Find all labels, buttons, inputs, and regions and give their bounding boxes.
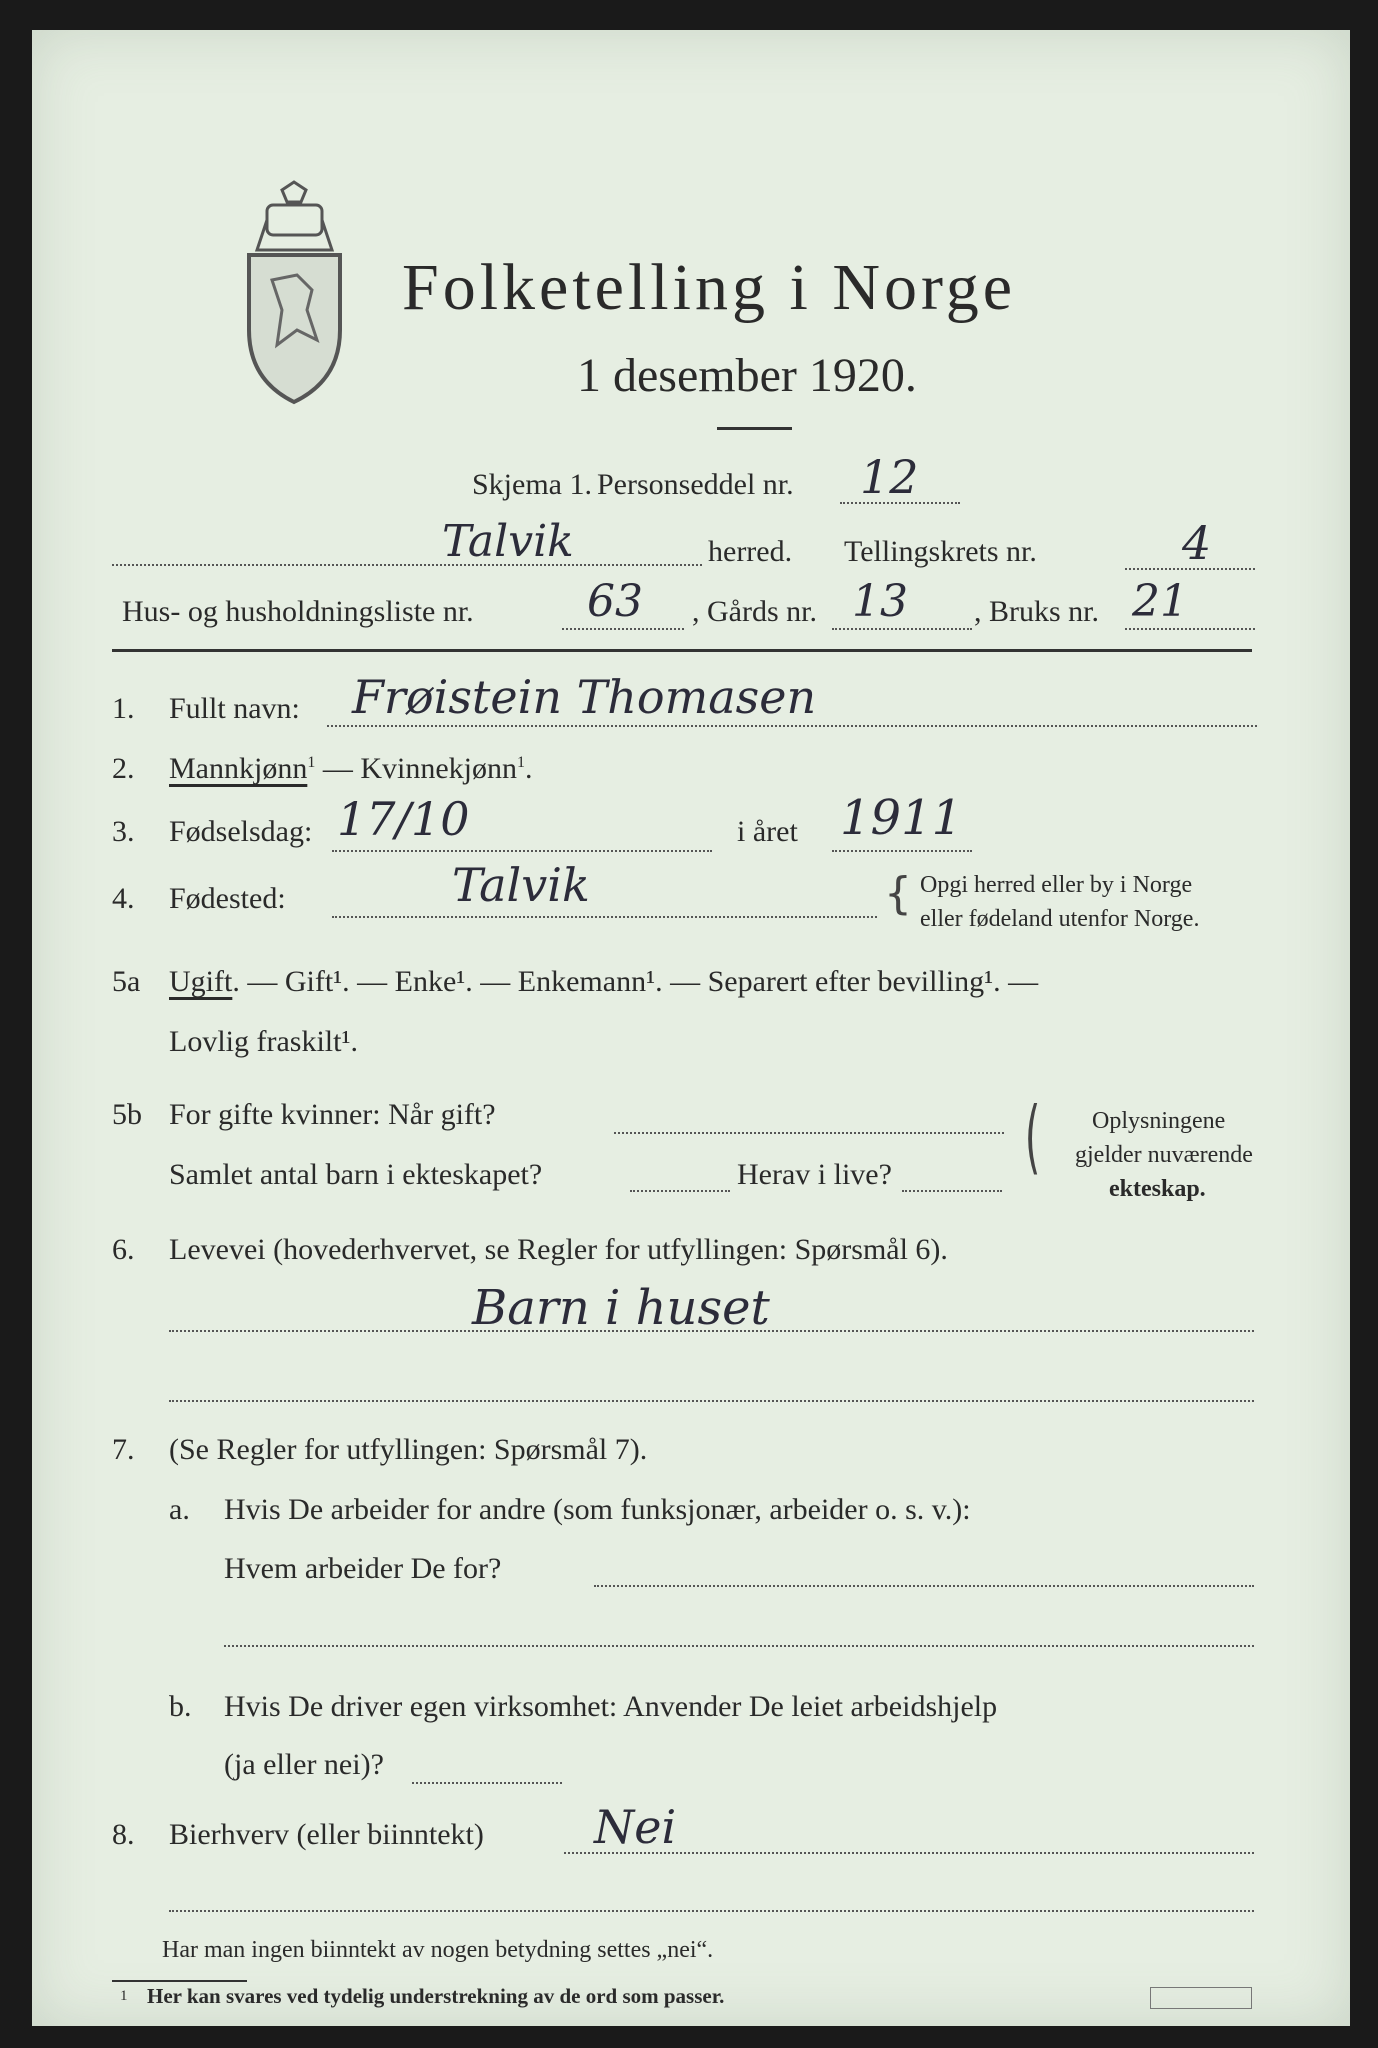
marital-options-line2: Lovlig fraskilt¹. bbox=[169, 1025, 358, 1058]
herred-value: Talvik bbox=[442, 516, 574, 567]
footnote-rule bbox=[112, 1980, 247, 1982]
male-option: Mannkjønn bbox=[169, 752, 308, 785]
gards-value: 13 bbox=[852, 576, 908, 627]
q7a-text: Hvis De arbeider for andre (som funksjonær, arbeider o. s. v.): bbox=[224, 1493, 971, 1526]
q3-number: 3. bbox=[112, 815, 135, 848]
personseddel-label: Personseddel nr. bbox=[597, 468, 794, 501]
footnote-number: 1 bbox=[120, 1988, 128, 2004]
personseddel-value: 12 bbox=[860, 450, 919, 504]
side-income-value: Nei bbox=[594, 1800, 677, 1854]
herred-label: herred. bbox=[708, 535, 793, 568]
q8-number: 8. bbox=[112, 1818, 135, 1851]
birthyear-value: 1911 bbox=[840, 790, 963, 846]
note-gjelder: gjelder nuværende bbox=[1075, 1142, 1253, 1168]
q7a-sub: Hvem arbeider De for? bbox=[224, 1552, 502, 1585]
birthdate-value: 17/10 bbox=[337, 792, 470, 846]
q7b-sub: (ja eller nei)? bbox=[224, 1748, 384, 1781]
q7-number: 7. bbox=[112, 1433, 135, 1466]
schema-label: Skjema 1. bbox=[472, 468, 592, 501]
birthplace-value: Talvik bbox=[452, 858, 590, 912]
q6-label: Levevei (hovederhvervet, se Regler for utfyllingen: Spørsmål 6). bbox=[169, 1233, 948, 1266]
q5a-number: 5a bbox=[112, 965, 141, 998]
children-alive-label: Herav i live? bbox=[737, 1158, 892, 1191]
bruks-value: 21 bbox=[1132, 576, 1188, 627]
birthplace-note-2: eller fødeland utenfor Norge. bbox=[920, 906, 1200, 932]
tellingskrets-label: Tellingskrets nr. bbox=[844, 535, 1037, 568]
bruks-label: , Bruks nr. bbox=[974, 595, 1100, 628]
census-form-page: Folketelling i Norge 1 desember 1920. Skjema 1. Personseddel nr. 12 Talvik herred. Tellingskrets nr. 4 Hus- og husholdningsliste nr. 63 , Gårds nr. 13 , Bruks nr. 21 1. Fullt navn: Frøistein Thomasen 2. Mannkjønn$^1$ — Kvinnekjønn$^1$. 3. Fødselsdag: 17/10 i året 1911 4. Fødested: Talvik { Opgi herred eller by i Norge eller fødeland utenfor Norge. 5a Ugift. — Gift¹. — Enke¹. — Enkemann¹. — Separert efter bevilling¹. — Lovlig fraskilt¹. 5b For gifte kvinner: Når gift? Samlet antal barn i ekteskapet? Herav i live? ( Oplysningene gjelder nuværende ekteskap. 6. Levevei (hovederhvervet, se Regler for utfyllingen: Spørsmål 6). Barn i huset 7. (Se Regler for utfyllingen: Spørsmål 7). a. Hvis De arbeider for andre (som funksjonær, arbeider o. s. v.): Hvem arbeider De for? b. Hvis De driver egen virksomhet: Anvender De leiet arbeidshjelp (ja eller nei)? 8. Bierhverv (eller biinntekt) Nei Har man ingen biinntekt av nogen betydning settes „nei“. 1 Her kan svares ved tydelig understrekning av de ord som passer. bbox=[32, 30, 1350, 2026]
children-total-label: Samlet antal barn i ekteskapet? bbox=[169, 1158, 543, 1191]
q2-number: 2. bbox=[112, 752, 135, 785]
footer-note: Har man ingen biinntekt av nogen betydning settes „nei“. bbox=[162, 1937, 714, 1963]
q1-label: Fullt navn: bbox=[169, 692, 300, 725]
q1-number: 1. bbox=[112, 692, 135, 725]
q7-label: (Se Regler for utfyllingen: Spørsmål 7). bbox=[169, 1433, 648, 1466]
birthplace-note-1: Opgi herred eller by i Norge bbox=[920, 872, 1193, 898]
gards-label: , Gårds nr. bbox=[692, 595, 817, 628]
footnote-text: Her kan svares ved tydelig understrekning av de ord som passer. bbox=[147, 1984, 725, 2008]
occupation-value: Barn i huset bbox=[472, 1280, 770, 1336]
female-option: Kvinnekjønn bbox=[360, 752, 517, 785]
q7b-letter: b. bbox=[169, 1690, 192, 1723]
q7b-text: Hvis De driver egen virksomhet: Anvender De leiet arbeidshjelp bbox=[224, 1690, 998, 1723]
married-date-label: For gifte kvinner: Når gift? bbox=[169, 1098, 496, 1131]
q7a-letter: a. bbox=[169, 1493, 190, 1526]
q2-options: Mannkjønn$^1$ — Kvinnekjønn$^1$. bbox=[169, 752, 533, 785]
hus-label: Hus- og husholdningsliste nr. bbox=[122, 595, 474, 628]
header-rule bbox=[112, 649, 1252, 652]
note-ekteskap: ekteskap. bbox=[1109, 1176, 1206, 1202]
note-oplysningene: Oplysningene bbox=[1092, 1108, 1226, 1134]
title-divider bbox=[717, 427, 792, 430]
form-date: 1 desember 1920. bbox=[577, 349, 917, 402]
form-title: Folketelling i Norge bbox=[402, 251, 1017, 324]
q6-number: 6. bbox=[112, 1233, 135, 1266]
q3-label: Fødselsdag: bbox=[169, 815, 313, 848]
printer-stamp bbox=[1150, 1987, 1252, 2009]
coat-of-arms-icon bbox=[237, 180, 352, 405]
marital-options: Ugift. — Gift¹. — Enke¹. — Enkemann¹. — Separert efter bevilling¹. — bbox=[169, 965, 1039, 998]
unmarried-option: Ugift bbox=[169, 965, 233, 998]
tellingskrets-value: 4 bbox=[1182, 516, 1212, 570]
q4-number: 4. bbox=[112, 882, 135, 915]
q4-label: Fødested: bbox=[169, 882, 286, 915]
year-label: i året bbox=[737, 815, 798, 848]
q8-label: Bierhverv (eller biinntekt) bbox=[169, 1818, 484, 1851]
full-name-value: Frøistein Thomasen bbox=[352, 670, 817, 724]
hus-value: 63 bbox=[587, 576, 643, 627]
q5b-number: 5b bbox=[112, 1098, 142, 1131]
